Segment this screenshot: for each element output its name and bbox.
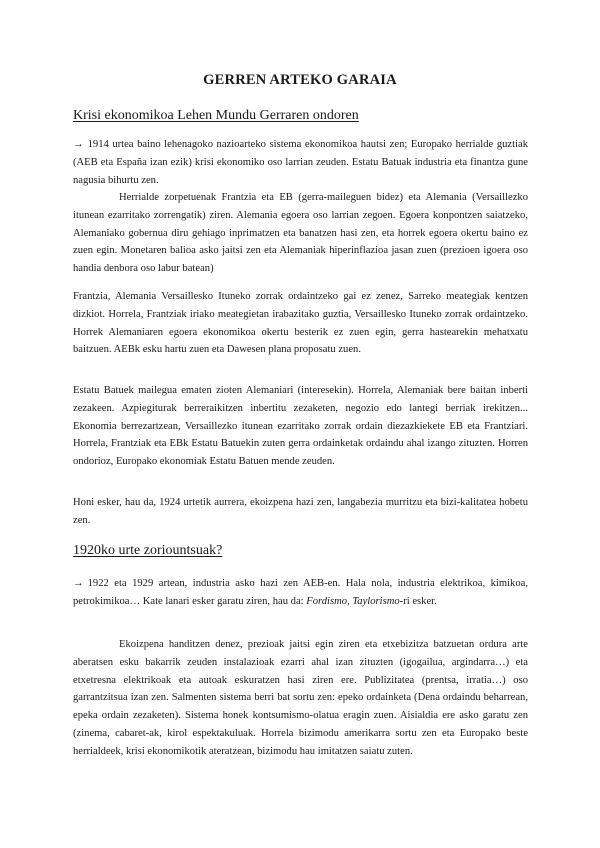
paragraph-ekoizpena: Ekoizpena handitzen denez, prezioak jaitsi egin ziren eta etxebizitza batzuetan ordura arte aberatsen esku bakarrik zeuden instalazioak ezarri ahal izan zituzten (igogailua, argindarra…) eta etxetresna elektrikoak eta autoak eskuratzen hasi ziren ere. Publizitatea (prentsa, irratia…) oso garrantzitsua izan zen. Salmenten sistema berri bat sortu zen: epeko ordainketa (Dena ordaindu beharrean, epeka ordain zezaketen). Sistema honek kontsumismo-olatua eragin zuen. Aisialdia ere asko garatu zen (zinema, cabaret-ak, kirol espektakuluak. Horrela bizimodu amerikarra sortu zen eta Europako beste herrialdeek, krisi ekonomikotik ateratzean, bizimodu hau imitatzen saiatu zuten. bbox=[73, 639, 528, 757]
paragraph-1922-end: -ri esker. bbox=[399, 595, 437, 607]
paragraph-1914-text: 1914 urtea baino lehenagoko nazioarteko sistema ekonomikoa hautsi zen; Europako herrialde guztiak (AEB eta España izan ezik) krisi ekonomiko oso larrian zeuden. Estatu Batuak industria eta finantza gune nagusia bihurtu zen. bbox=[73, 139, 528, 186]
paragraph-estatu-batuek: Estatu Batuek mailegua ematen zioten Alemaniari (interesekin). Horrela, Alemaniak bere baitan inberti zezakeen. Azpiegiturak berreraikitzen inbertitu zezaketen, negozio edo lantegi berriak irekitzen... Ekonomia berrezartzean, Versaillezko itunean ezarritako zorrak ordain diezazkiekete EB eta Frantziari. Horrela, Frantziak eta EBk Estatu Batuekin zuten gerra ordainketak ordaindu ahal izango zituzten. Horren ondorioz, Europako ekonomiak Estatu Batuen mende zeuden. bbox=[73, 385, 528, 468]
arrow-icon: → bbox=[73, 578, 84, 589]
section-heading-1920ko: 1920ko urte zoriountsuak? bbox=[73, 543, 223, 558]
paragraph-1922-text: 1922 eta 1929 artean, industria asko hazi zen AEB-en. Hala nola, industria elektrikoa, kimikoa, petrokimikoa… Kate lanari esker garatu ziren, hau da: bbox=[73, 578, 528, 607]
paragraph-frantzia: Frantzia, Alemania Versaillesko Ituneko zorrak ordaintzeko gai ez zenez, Sarreko meategiak kentzen dizkiot. Horrela, Frantziak iriako meategietan irabazitako guztia, Versaillesko Ituneko zorrak ordaintzeko. Horrek Alemaniaren egoera ekonomikoa okertu besterik ez zuen egin, gerra hastearekin mehatxatu baitzuen. AEBk esku hartu zuen eta Dawesen plana proposatu zuen. bbox=[73, 291, 528, 356]
paragraph-honi-esker: Honi esker, hau da, 1924 urtetik aurrera, ekoizpena hazi zen, langabezia murritzu eta bizi-kalitatea hobetu zen. bbox=[73, 497, 528, 526]
fordismo-taylorismo: Fordismo, Taylorismo bbox=[306, 595, 400, 607]
paragraph-1922 bbox=[73, 575, 528, 611]
paragraph-herrialde-zorpetuenak: Herrialde zorpetuenak Frantzia eta EB (gerra-maileguen bidez) eta Alemania (Versaillezko itunean ezarritako zorrengatik) ziren. Alemania egoera oso larrian zegoen. Egoera konpontzen saiatzeko, Alemaniako gobernua diru gehiago inprimatzen eta banatzen hasi zen, eta horrek egoera okertu baino ez zuen egin. Monetaren balioa asko jaitsi zen eta Alemaniak hiperinflazioa jasan zuen (prezioen igoera oso handia denbora oso labur batean) bbox=[73, 192, 528, 275]
paragraph-1914 bbox=[73, 136, 528, 189]
section-heading-krisi: Krisi ekonomikoa Lehen Mundu Gerraren ondoren bbox=[73, 108, 359, 123]
arrow-icon: → bbox=[73, 139, 84, 150]
page-title: GERREN ARTEKO GARAIA bbox=[203, 72, 397, 88]
